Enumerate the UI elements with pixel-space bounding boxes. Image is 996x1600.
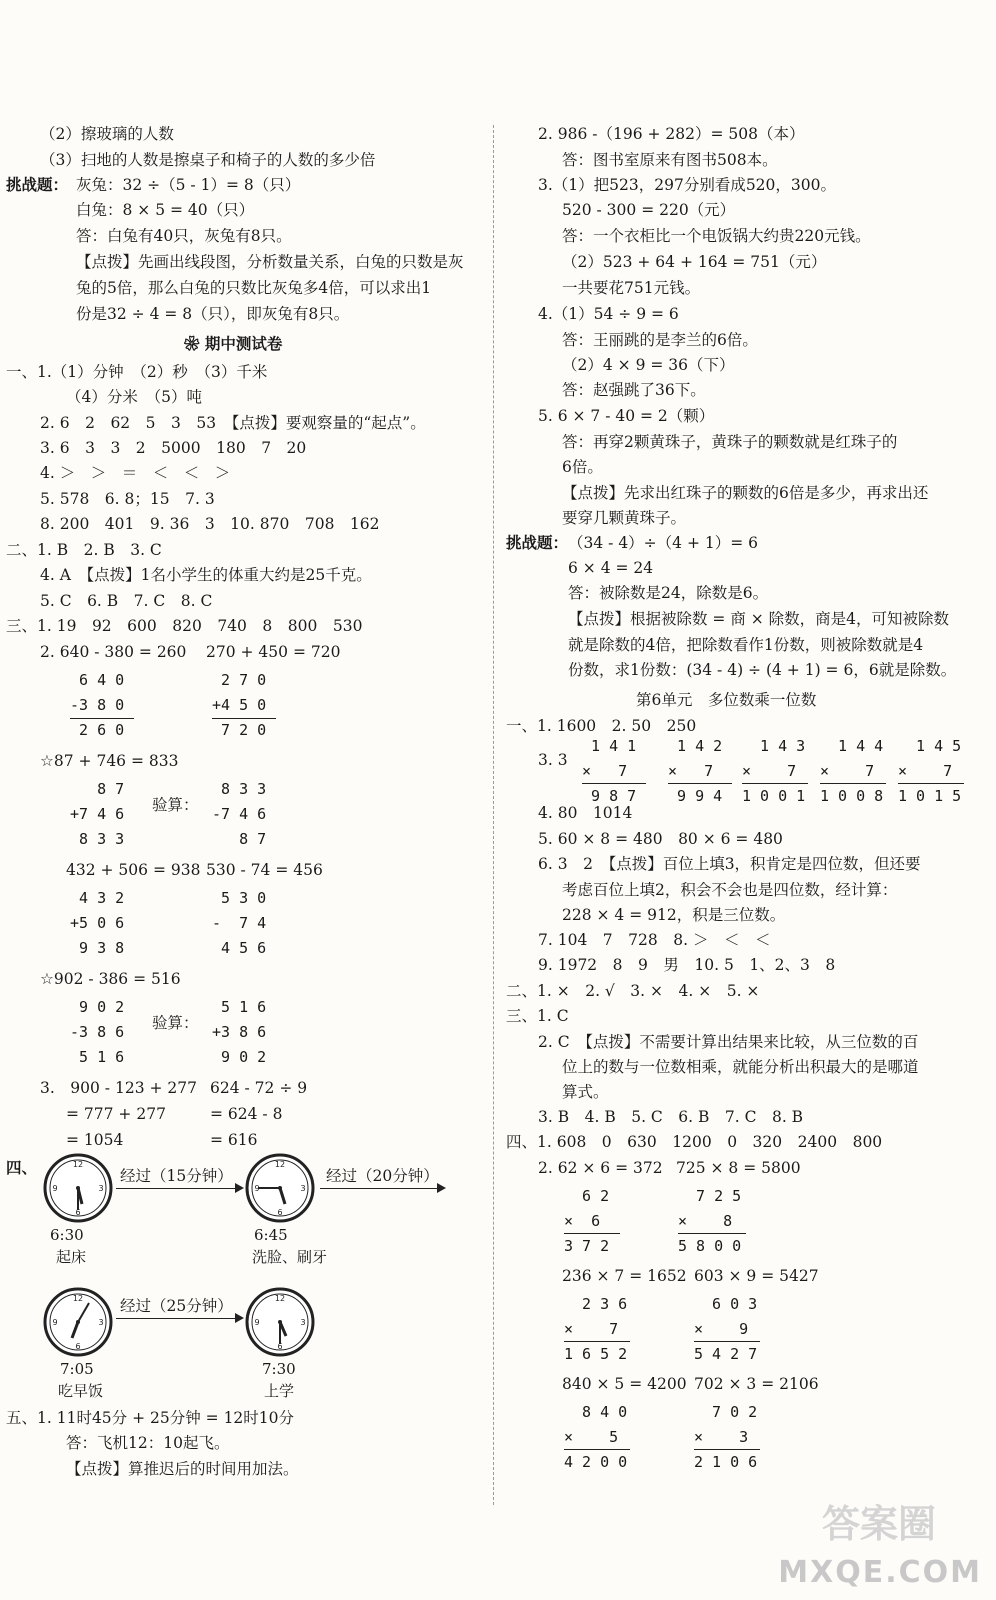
text-line: （2）4 × 9 = 36（下） xyxy=(562,356,735,374)
calc-rule xyxy=(694,1341,760,1342)
arrow-icon xyxy=(320,1188,444,1189)
text-line: 二、1. × 2. √ 3. × 4. × 5. × xyxy=(506,982,760,1000)
vertical-calc: 1 4 3 × 7 1 0 0 1 xyxy=(742,737,806,805)
text-line: 2. 62 × 6 = 372 xyxy=(538,1159,663,1177)
text-line: 8. 200 401 9. 36 3 10. 870 708 162 xyxy=(40,515,380,533)
text-line: 白兔：8 × 5 = 40（只） xyxy=(76,201,255,219)
text-line: 228 × 4 = 912，积是三位数。 xyxy=(562,906,786,924)
text-line: 【点拨】先画出线段图，分析数量关系，白兔的只数是灰 xyxy=(76,253,464,271)
calc-rule xyxy=(820,783,886,784)
arrow-icon xyxy=(116,1188,242,1189)
vertical-calc: 8 7 +7 4 6 8 3 3 xyxy=(70,780,125,848)
text-line: 要穿几颗黄珠子。 xyxy=(562,509,687,527)
svg-text:3: 3 xyxy=(300,1318,306,1327)
text-line: 2. C 【点拨】不需要计算出结果来比较，从三位数的百 xyxy=(538,1033,919,1051)
text-line: 答：飞机12：10起飞。 xyxy=(66,1434,230,1452)
text-line: （3）扫地的人数是擦桌子和椅子的人数的多少倍 xyxy=(40,151,376,169)
text-line: 一、1.（1）分钟 （2）秒 （3）千米 xyxy=(6,363,268,381)
text-line: 一、1. 1600 2. 50 250 xyxy=(506,717,697,735)
text-line: 4. 80 1014 xyxy=(538,804,633,822)
svg-text:6: 6 xyxy=(75,1342,81,1351)
vertical-calc: 4 3 2 +5 0 6 9 3 8 xyxy=(70,889,125,957)
text-line: 答：白兔有40只，灰兔有8只。 xyxy=(76,227,292,245)
duration-label: 经过（15分钟） xyxy=(120,1167,233,1185)
text-line: 2. 6 2 62 5 3 53 【点拨】要观察量的“起点”。 xyxy=(40,414,426,432)
text-line: 三、1. C xyxy=(506,1007,569,1025)
text-line: 答：赵强跳了36下。 xyxy=(562,381,706,399)
arrow-icon xyxy=(116,1318,242,1319)
clock-caption: 起床 xyxy=(56,1248,87,1266)
unit-title: 第6单元 多位数乘一位数 xyxy=(636,691,817,709)
text-line: 答：被除数是24，除数是6。 xyxy=(568,584,769,602)
svg-text:12: 12 xyxy=(274,1294,286,1303)
svg-text:12: 12 xyxy=(72,1294,84,1303)
challenge-label: 挑战题： xyxy=(506,533,569,552)
text-line: 725 × 8 = 5800 xyxy=(676,1159,801,1177)
section-title: ❀ 期中测试卷 xyxy=(184,334,283,353)
text-line: 5. 60 × 8 = 480 80 × 6 = 480 xyxy=(538,830,783,848)
vertical-calc: 8 4 0 × 5 4 2 0 0 xyxy=(564,1403,628,1471)
svg-text:12: 12 xyxy=(72,1160,84,1169)
vertical-calc: 7 0 2 × 3 2 1 0 6 xyxy=(694,1403,758,1471)
text-line: 3. B 4. B 5. C 6. B 7. C 8. B xyxy=(538,1108,804,1126)
text-line: 4. A 【点拨】1名小学生的体重大约是25千克。 xyxy=(40,566,372,584)
text-line: 份数，求1份数：(34 - 4) ÷ (4 + 1) = 6，6就是除数。 xyxy=(568,661,957,679)
text-line: （34 - 4）÷（4 + 1）= 6 xyxy=(568,534,759,552)
text-line: 兔的5倍，那么白兔的只数比灰兔多4倍，可以求出1 xyxy=(76,279,432,297)
check-label: 验算： xyxy=(152,1014,199,1032)
text-line: 3. 6 3 3 2 5000 180 7 20 xyxy=(40,439,307,457)
text-line: 3. 900 - 123 + 277 xyxy=(40,1079,197,1097)
text-line: ☆87 + 746 = 833 xyxy=(40,752,179,770)
vertical-calc: 6 0 3 × 9 5 4 2 7 xyxy=(694,1295,758,1363)
clock-icon xyxy=(244,1286,316,1358)
text-line: 【点拨】先求出红珠子的颗数的6倍是多少，再求出还 xyxy=(562,484,929,502)
svg-text:9: 9 xyxy=(52,1318,58,1327)
text-line: 5. 578 6. 8；15 7. 3 xyxy=(40,490,215,508)
svg-text:6: 6 xyxy=(277,1342,283,1351)
svg-text:6: 6 xyxy=(75,1208,81,1217)
svg-text:3: 3 xyxy=(98,1184,104,1193)
challenge-label: 挑战题： xyxy=(6,175,69,194)
text-line: （2）擦玻璃的人数 xyxy=(40,125,174,143)
text-line: 432 + 506 = 938 xyxy=(66,861,201,879)
text-line: = 777 + 277 xyxy=(66,1105,166,1123)
vertical-calc: 8 3 3 -7 4 6 8 7 xyxy=(212,780,267,848)
svg-text:6: 6 xyxy=(277,1208,283,1217)
text-line: = 1054 xyxy=(66,1131,124,1149)
vertical-calc: 5 1 6 +3 8 6 9 0 2 xyxy=(212,998,267,1066)
text-line: 位上的数与一位数相乘，就能分析出积最大的是哪道 xyxy=(562,1058,919,1076)
text-line: ☆902 - 386 = 516 xyxy=(40,970,181,988)
section-label: 四、 xyxy=(6,1158,38,1177)
text-line: 2. 640 - 380 = 260 xyxy=(40,643,187,661)
text-line: 考虑百位上填2，积会不会也是四位数，经计算： xyxy=(562,881,898,899)
text-line: 840 × 5 = 4200 xyxy=(562,1375,687,1393)
calc-rule xyxy=(564,1449,630,1450)
vertical-calc: 9 0 2 -3 8 6 5 1 6 xyxy=(70,998,125,1066)
text-line: （2）523 + 64 + 164 = 751（元） xyxy=(562,253,827,271)
calc-rule xyxy=(582,783,646,784)
calc-rule xyxy=(564,1341,630,1342)
text-line: 一共要花751元钱。 xyxy=(562,279,701,297)
text-line: 2. 986 -（196 + 282）= 508（本） xyxy=(538,125,805,143)
calc-rule xyxy=(212,718,276,719)
text-line: 702 × 3 = 2106 xyxy=(694,1375,819,1393)
text-line: 603 × 9 = 5427 xyxy=(694,1267,819,1285)
text-line: 236 × 7 = 1652 xyxy=(562,1267,687,1285)
text-line: 就是除数的4倍，把除数看作1份数，则被除数就是4 xyxy=(568,636,924,654)
text-line: 答：图书室原来有图书508本。 xyxy=(562,151,778,169)
watermark-text: MXQE.COM xyxy=(778,1555,982,1590)
text-line: = 624 - 8 xyxy=(210,1105,283,1123)
svg-text:12: 12 xyxy=(274,1160,286,1169)
text-line: 三、1. 19 92 600 820 740 8 800 530 xyxy=(6,617,363,635)
clock-icon xyxy=(244,1152,316,1224)
text-line: 5. 6 × 7 - 40 = 2（颗） xyxy=(538,407,715,425)
clock-caption: 洗脸、刷牙 xyxy=(252,1248,328,1266)
clock-time: 6:30 xyxy=(50,1226,84,1244)
vertical-calc: 2 7 0 +4 5 0 7 2 0 xyxy=(212,671,267,739)
text-line: 6倍。 xyxy=(562,458,603,476)
text-line: 四、1. 608 0 630 1200 0 320 2400 800 xyxy=(506,1133,883,1151)
calc-rule xyxy=(668,783,732,784)
text-line: 9. 1972 8 9 男 10. 5 1、2、3 8 xyxy=(538,956,836,974)
text-line: （4）分米 （5）吨 xyxy=(66,388,202,406)
clock-caption: 上学 xyxy=(264,1382,295,1400)
calc-rule xyxy=(742,783,808,784)
text-line: 答：再穿2颗黄珠子，黄珠子的颗数就是红珠子的 xyxy=(562,433,898,451)
vertical-calc: 6 4 0 -3 8 0 2 6 0 xyxy=(70,671,125,739)
text-line: 5. C 6. B 7. C 8. C xyxy=(40,592,213,610)
text-line: 530 - 74 = 456 xyxy=(206,861,323,879)
clock-time: 7:30 xyxy=(262,1360,296,1378)
text-line: 624 - 72 ÷ 9 xyxy=(210,1079,308,1097)
vertical-calc: 7 2 5 × 8 5 8 0 0 xyxy=(678,1187,742,1255)
text-line: 份是32 ÷ 4 = 8（只），即灰兔有8只。 xyxy=(76,305,350,323)
text-line: 答：王丽跳的是李兰的6倍。 xyxy=(562,331,758,349)
watermark-logo: 答案圈 xyxy=(821,1502,936,1546)
text-line: 520 - 300 = 220（元） xyxy=(562,201,736,219)
vertical-calc: 1 4 5 × 7 1 0 1 5 xyxy=(898,737,962,805)
text-line: 3.（1）把523，297分别看成520，300。 xyxy=(538,176,836,194)
duration-label: 经过（25分钟） xyxy=(120,1297,233,1315)
vertical-calc: 2 3 6 × 7 1 6 5 2 xyxy=(564,1295,628,1363)
clock-icon xyxy=(42,1286,114,1358)
text-line: 算式。 xyxy=(562,1083,609,1101)
duration-label: 经过（20分钟） xyxy=(326,1167,439,1185)
svg-text:3: 3 xyxy=(98,1318,104,1327)
vertical-calc: 5 3 0 - 7 4 4 5 6 xyxy=(212,889,267,957)
text-line: 答：一个衣柜比一个电饭锅大约贵220元钱。 xyxy=(562,227,871,245)
clock-icon xyxy=(42,1152,114,1224)
vertical-calc: 1 4 4 × 7 1 0 0 8 xyxy=(820,737,884,805)
calc-rule xyxy=(694,1449,760,1450)
vertical-calc: 1 4 1 × 7 9 8 7 xyxy=(582,737,637,805)
svg-text:9: 9 xyxy=(254,1184,260,1193)
svg-text:3: 3 xyxy=(300,1184,306,1193)
text-line: 二、1. B 2. B 3. C xyxy=(6,541,162,559)
vertical-calc: 6 2 × 6 3 7 2 xyxy=(564,1187,610,1255)
text-line: 五、1. 11时45分 + 25分钟 = 12时10分 xyxy=(6,1409,295,1427)
text-line: 【点拨】算推迟后的时间用加法。 xyxy=(66,1460,299,1478)
clock-caption: 吃早饭 xyxy=(58,1382,104,1400)
svg-text:9: 9 xyxy=(52,1184,58,1193)
text-line: 4.（1）54 ÷ 9 = 6 xyxy=(538,305,679,323)
text-line: 4. ＞ ＞ ＝ ＜ ＜ ＞ xyxy=(40,464,231,482)
calc-rule xyxy=(70,718,134,719)
text-line: 270 + 450 = 720 xyxy=(206,643,341,661)
clock-time: 6:45 xyxy=(254,1226,288,1244)
text-line: 【点拨】根据被除数 = 商 × 除数，商是4，可知被除数 xyxy=(568,610,950,628)
text-line: = 616 xyxy=(210,1131,258,1149)
check-label: 验算： xyxy=(152,796,199,814)
paw-icon: ❀ xyxy=(184,334,200,353)
vertical-calc: 1 4 2 × 7 9 9 4 xyxy=(668,737,723,805)
calc-rule xyxy=(898,783,964,784)
svg-text:9: 9 xyxy=(254,1318,260,1327)
text-line: 6 × 4 = 24 xyxy=(568,559,654,577)
text-line: 7. 104 7 728 8. ＞ ＜ ＜ xyxy=(538,931,771,949)
text-line: 6. 3 2 【点拨】百位上填3，积肯定是四位数，但还要 xyxy=(538,855,921,873)
column-divider xyxy=(493,125,494,1505)
calc-rule xyxy=(564,1233,620,1234)
text-line: 灰兔：32 ÷（5 - 1）= 8（只） xyxy=(76,176,301,194)
clock-time: 7:05 xyxy=(60,1360,94,1378)
text-line: 3. 3 xyxy=(538,751,568,769)
calc-rule xyxy=(678,1233,746,1234)
